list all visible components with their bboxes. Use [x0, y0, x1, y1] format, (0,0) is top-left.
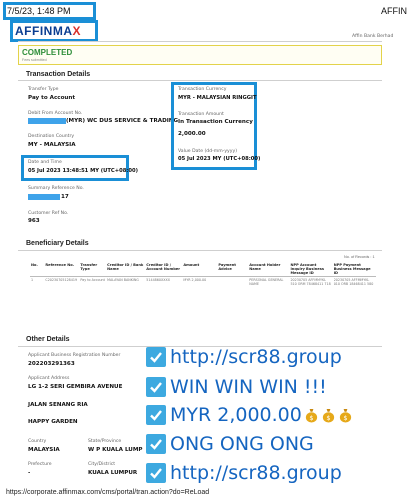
table-header-row	[30, 262, 376, 277]
table-cell: PERSONAL GENERAL NAME	[249, 278, 284, 286]
column-header: Account Holder Name	[248, 262, 289, 277]
footer-url: https://corporate.affinmax.com/cms/portal/tran.action?do=ReLoad	[6, 489, 210, 496]
table-cell: 5144860XXXX	[146, 278, 171, 282]
money-bag-icon	[304, 408, 319, 423]
checkmark-icon	[146, 347, 166, 367]
customer-ref-label: Customer Ref No.	[28, 211, 69, 216]
state-label: State/Province	[88, 439, 122, 444]
table-row	[30, 277, 376, 288]
redaction-bar	[28, 118, 66, 124]
transfer-type-label: Transfer Type	[28, 87, 59, 92]
address-line-3: HAPPY GARDEN	[28, 419, 78, 425]
registration-label: Applicant Business Registration Number	[28, 353, 121, 358]
column-header: Creditor ID / Bank Name	[106, 262, 145, 277]
promo-line-1	[146, 346, 342, 368]
other-details-heading: Other Details	[26, 336, 70, 343]
promo-url: http://scr88.group	[170, 346, 342, 368]
value-date-label: Value Date (dd-mm-yyyy)	[178, 149, 237, 154]
svg-text:$: $	[326, 413, 331, 422]
debit-account-value: (MYR) WC DUS SERVICE & TRADING	[66, 118, 179, 124]
window-title: AFFIN	[381, 6, 407, 16]
checkmark-icon	[146, 405, 166, 425]
affinmax-logo	[15, 24, 81, 38]
column-header: NPP Payment Business Message ID	[333, 262, 376, 277]
promo-text: ONG ONG ONG	[170, 433, 314, 455]
city-value: KUALA LUMPUR	[88, 470, 138, 476]
header-divider	[18, 41, 382, 42]
svg-text:$: $	[309, 413, 314, 422]
column-header: Payment Advice	[217, 262, 248, 277]
status-label: COMPLETED	[22, 48, 73, 57]
destination-country-value: MY - MALAYSIA	[28, 142, 76, 148]
prefecture-value: -	[28, 470, 31, 476]
bank-name: Affin Bank Berhad	[352, 34, 394, 39]
amount-label: Transaction Amount	[178, 112, 224, 117]
checkmark-icon	[146, 377, 166, 397]
table-cell: 20230705 AFFMMYKL 010 ORB 18468411 580	[333, 278, 374, 286]
table-cell: 20230705 AFFMMYKL 510 ORM 78468411 718	[290, 278, 331, 286]
currency-value: MYR - MALAYSIAN RINGGIT	[178, 95, 257, 101]
promo-line-2	[146, 376, 327, 398]
brand-x: X	[72, 24, 82, 38]
country-value: MALAYSIA	[28, 447, 60, 453]
column-header: Creditor ID / Account Number	[145, 262, 182, 277]
transfer-type-value: Pay to Account	[28, 95, 76, 101]
column-header: Transfer Type	[79, 262, 106, 277]
checkmark-icon	[146, 463, 166, 483]
redaction-bar	[28, 194, 60, 200]
transaction-details-heading: Transaction Details	[26, 71, 91, 78]
status-banner	[18, 45, 382, 65]
address-line-2: JALAN SENANG RIA	[28, 402, 88, 408]
column-header: Reference No.	[44, 262, 79, 277]
address-label: Applicant Address	[28, 376, 70, 381]
summary-ref-label: Summary Reference No.	[28, 186, 84, 191]
column-header: Amount	[182, 262, 217, 277]
promo-line-4	[146, 433, 314, 455]
prefecture-label: Prefecture	[28, 462, 52, 467]
status-sub: Fees submitted	[22, 58, 47, 62]
table-cell: Pay to Account	[80, 278, 105, 282]
table-cell: MYR 2,000.00	[183, 278, 207, 282]
country-label: Country	[28, 439, 47, 444]
timestamp: 7/5/23, 1:48 PM	[7, 6, 71, 16]
address-line-1: LG 1-2 SERI GEMBIRA AVENUE	[28, 384, 123, 390]
table-cell: MALAYAN BANKING	[107, 278, 139, 282]
table-cell	[217, 277, 248, 288]
currency-label: Transaction Currency	[178, 87, 227, 92]
promo-url: http://scr88.group	[170, 462, 342, 484]
value-date-value: 05 Jul 2023 MY (UTC+08:00)	[178, 156, 261, 162]
destination-country-label: Destination Country	[28, 134, 75, 139]
beneficiary-heading: Beneficiary Details	[26, 240, 89, 247]
beneficiary-table	[30, 262, 376, 287]
debit-account-label: Debit From Account No.	[28, 111, 83, 116]
amount-sub: In Transaction Currency	[178, 119, 253, 125]
svg-text:$: $	[343, 413, 348, 422]
transaction-divider	[18, 80, 382, 81]
customer-ref-value: 963	[28, 218, 40, 224]
table-cell: 1	[31, 278, 34, 282]
brand-text: AFFINMA	[15, 24, 73, 38]
table-cell: C20230705128419	[45, 278, 78, 282]
amount-value: 2,000.00	[178, 131, 206, 137]
records-count: No. of Records : 1	[344, 255, 375, 259]
city-label: City/District	[88, 462, 116, 467]
promo-line-5	[146, 462, 342, 484]
registration-value: 202203291363	[28, 361, 75, 367]
column-header: No.	[30, 262, 44, 277]
money-bag-icon	[338, 408, 353, 423]
beneficiary-table-wrap	[30, 262, 376, 287]
column-header: NPP Account Inquiry Business Message ID	[289, 262, 332, 277]
beneficiary-divider	[18, 250, 382, 251]
date-time-value: 05 Jul 2023 13:48:51 MY (UTC+08:00)	[28, 168, 138, 174]
summary-ref-value: 17	[61, 194, 69, 200]
state-value: W P KUALA LUMP	[88, 447, 143, 453]
promo-line-3	[146, 404, 353, 426]
promo-text: WIN WIN WIN !!!	[170, 376, 327, 398]
promo-amount: MYR 2,000.00	[170, 404, 302, 426]
checkmark-icon	[146, 434, 166, 454]
money-bag-icon	[321, 408, 336, 423]
date-time-label: Date and Time	[28, 160, 62, 165]
